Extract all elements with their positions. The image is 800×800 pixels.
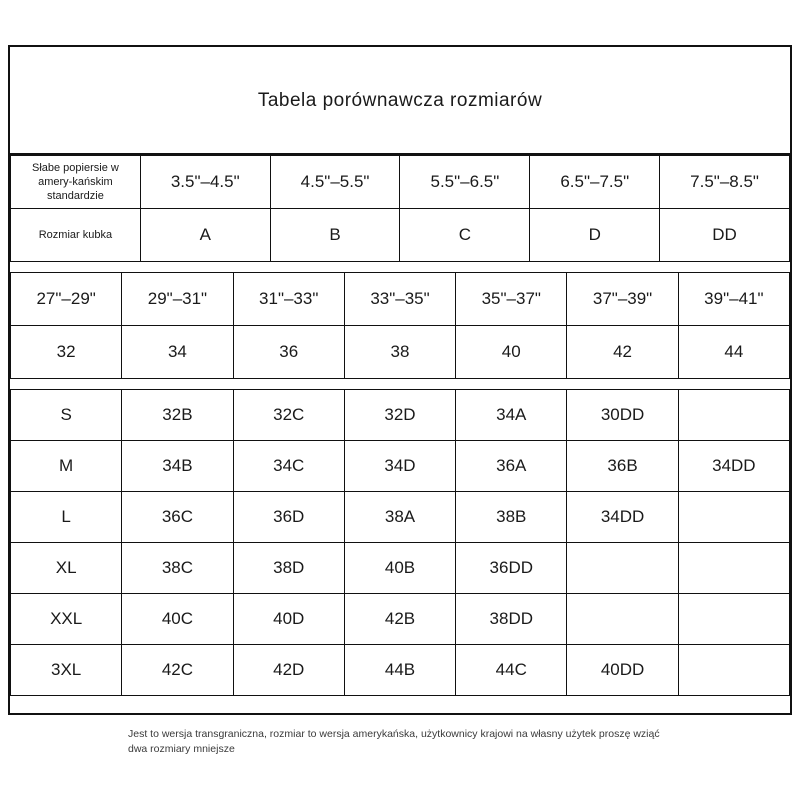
band-inch-value: 27"–29" xyxy=(11,273,122,326)
cup-value: B xyxy=(270,209,400,262)
size-cell: 42D xyxy=(233,645,344,696)
size-label: XXL xyxy=(11,594,122,645)
row-label-cup: Rozmiar kubka xyxy=(11,209,141,262)
size-cell: 38D xyxy=(233,543,344,594)
size-cell: 38DD xyxy=(456,594,567,645)
size-cell-empty xyxy=(678,390,789,441)
table-row-cup xyxy=(11,209,790,262)
section-gap-1 xyxy=(10,262,790,272)
size-cell-empty xyxy=(678,492,789,543)
bust-value: 4.5"–5.5" xyxy=(270,156,400,209)
size-cell: 42B xyxy=(344,594,455,645)
page-title: Tabela porównawcza rozmiarów xyxy=(257,89,543,111)
size-cell: 36C xyxy=(122,492,233,543)
size-cell: 34D xyxy=(344,441,455,492)
size-cell: 34A xyxy=(456,390,567,441)
size-label: L xyxy=(11,492,122,543)
cup-value: C xyxy=(400,209,530,262)
size-cell: 34B xyxy=(122,441,233,492)
size-cell: 32C xyxy=(233,390,344,441)
size-cell: 40C xyxy=(122,594,233,645)
bust-value: 5.5"–6.5" xyxy=(400,156,530,209)
band-number-value: 32 xyxy=(11,326,122,379)
table-row xyxy=(11,543,790,594)
size-cell: 38A xyxy=(344,492,455,543)
table-row xyxy=(11,492,790,543)
size-cell: 34DD xyxy=(567,492,678,543)
table-row xyxy=(11,645,790,696)
table-row xyxy=(11,390,790,441)
band-number-value: 40 xyxy=(456,326,567,379)
band-number-value: 42 xyxy=(567,326,678,379)
bust-value: 3.5"–4.5" xyxy=(140,156,270,209)
band-inch-value: 31"–33" xyxy=(233,273,344,326)
cup-value: D xyxy=(530,209,660,262)
section-gap-2 xyxy=(10,379,790,389)
footnote: Jest to wersja transgraniczna, rozmiar to wersja amerykańska, użytkownicy krajowi na własny użytek proszę wziąć dwa rozmiary mniejsze xyxy=(128,728,660,755)
size-cell: 36DD xyxy=(456,543,567,594)
band-inch-value: 39"–41" xyxy=(678,273,789,326)
band-inch-value: 35"–37" xyxy=(456,273,567,326)
bust-value: 6.5"–7.5" xyxy=(530,156,660,209)
size-cell: 42C xyxy=(122,645,233,696)
size-cell: 44B xyxy=(344,645,455,696)
size-cell: 40DD xyxy=(567,645,678,696)
gap-cell xyxy=(10,379,790,389)
table-row-band-inches xyxy=(11,273,790,326)
size-cell: 38B xyxy=(456,492,567,543)
size-cell-empty xyxy=(678,645,789,696)
band-size-table xyxy=(10,272,790,379)
band-number-value: 34 xyxy=(122,326,233,379)
cup-value: A xyxy=(140,209,270,262)
band-number-value: 44 xyxy=(678,326,789,379)
band-number-value: 36 xyxy=(233,326,344,379)
band-inch-value: 29"–31" xyxy=(122,273,233,326)
title-zone xyxy=(10,47,790,155)
table-row-band-numbers xyxy=(11,326,790,379)
band-inch-value: 33"–35" xyxy=(344,273,455,326)
band-number-value: 38 xyxy=(344,326,455,379)
size-cell: 38C xyxy=(122,543,233,594)
table-row xyxy=(11,441,790,492)
size-cell: 40D xyxy=(233,594,344,645)
row-label-bust: Słabe popiersie w amery-kańskim standardzie xyxy=(11,156,141,209)
size-cell-empty xyxy=(678,543,789,594)
table-row-bust xyxy=(11,156,790,209)
bust-value: 7.5"–8.5" xyxy=(660,156,790,209)
size-cell: 44C xyxy=(456,645,567,696)
size-cell: 36D xyxy=(233,492,344,543)
cup-value: DD xyxy=(660,209,790,262)
size-cell-empty xyxy=(567,543,678,594)
size-cell: 32B xyxy=(122,390,233,441)
size-label: S xyxy=(11,390,122,441)
size-label: XL xyxy=(11,543,122,594)
table-row xyxy=(11,594,790,645)
size-cell-empty xyxy=(678,594,789,645)
size-label: M xyxy=(11,441,122,492)
size-chart-frame xyxy=(8,45,792,715)
gap-cell xyxy=(10,262,790,272)
size-cell: 30DD xyxy=(567,390,678,441)
size-label: 3XL xyxy=(11,645,122,696)
bust-cup-table xyxy=(10,155,790,262)
size-cell: 40B xyxy=(344,543,455,594)
size-cell: 36B xyxy=(567,441,678,492)
size-cell: 34C xyxy=(233,441,344,492)
size-cell: 34DD xyxy=(678,441,789,492)
band-inch-value: 37"–39" xyxy=(567,273,678,326)
letter-size-table xyxy=(10,389,790,696)
size-cell: 36A xyxy=(456,441,567,492)
size-cell: 32D xyxy=(344,390,455,441)
size-cell-empty xyxy=(567,594,678,645)
